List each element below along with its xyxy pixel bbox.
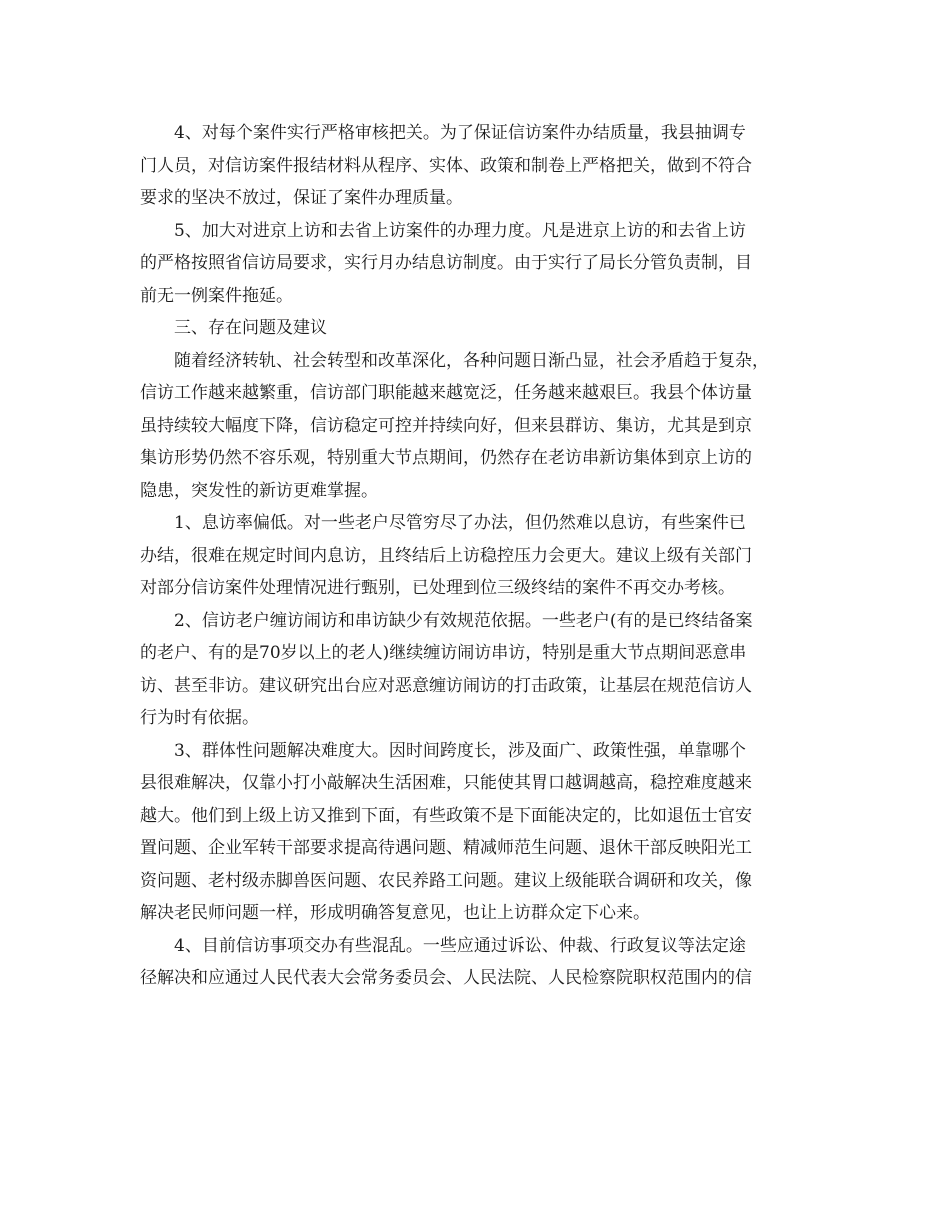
text-line: 信访工作越来越繁重，信访部门职能越来越宽泛，任务越来越艰巨。我县个体访量 xyxy=(140,383,752,403)
paragraph-start-line: 4、对每个案件实行严格审核把关。为了保证信访案件办结质量，我县抽调专 xyxy=(174,123,746,143)
paragraph-start-line: 三、存在问题及建议 xyxy=(174,318,327,338)
paragraph-start-line: 随着经济转轨、社会转型和改革深化，各种问题日渐凸显，社会矛盾趋于复杂， xyxy=(174,350,769,371)
paragraph-start-line: 3、群体性问题解决难度大。因时间跨度长，涉及面广、政策性强，单靠哪个 xyxy=(174,740,746,761)
paragraph-start-line: 2、信访老户缠访闹访和串访缺少有效规范依据。一些老户(有的是已终结备案 xyxy=(174,610,753,631)
text-line: 访、甚至非访。建议研究出台应对恶意缠访闹访的打击政策，让基层在规范信访人 xyxy=(140,675,752,696)
text-line: 虽持续较大幅度下降，信访稳定可控并持续向好，但来县群访、集访，尤其是到京 xyxy=(140,415,752,436)
text-line: 办结，很难在规定时间内息访，且终结后上访稳控压力会更大。建议上级有关部门 xyxy=(140,545,752,566)
paragraph-start-line: 4、目前信访事项交办有些混乱。一些应通过诉讼、仲裁、行政复议等法定途 xyxy=(174,935,746,956)
text-line: 要求的坚决不放过，保证了案件办理质量。 xyxy=(140,188,463,208)
text-line: 解决老民师问题一样，形成明确答复意见，也让上访群众定下心来。 xyxy=(140,903,650,923)
text-line: 隐患，突发性的新访更难掌握。 xyxy=(140,480,378,501)
text-line: 县很难解决，仅靠小打小敲解决生活困难，只能使其胃口越调越高，稳控难度越来 xyxy=(140,773,752,793)
text-line: 前无一例案件拖延。 xyxy=(140,285,293,306)
paragraph-start-line: 1、息访率偏低。对一些老户尽管穷尽了办法，但仍然难以息访，有些案件已 xyxy=(174,513,746,533)
paragraph-start-line: 5、加大对进京上访和去省上访案件的办理力度。凡是进京上访的和去省上访 xyxy=(174,220,746,241)
text-line: 置问题、企业军转干部要求提高待遇问题、精减师范生问题、退休干部反映阳光工 xyxy=(140,838,752,858)
text-line: 集访形势仍然不容乐观，特别重大节点期间，仍然存在老访串新访集体到京上访的 xyxy=(140,448,752,468)
text-line: 的老户、有的是70岁以上的老人)继续缠访闹访串访，特别是重大节点期间恶意串 xyxy=(140,643,747,663)
document-body xyxy=(140,117,820,995)
text-line: 越大。他们到上级上访又推到下面，有些政策不是下面能决定的，比如退伍士官安 xyxy=(140,805,752,826)
text-line: 径解决和应通过人民代表大会常务委员会、人民法院、人民检察院职权范围内的信 xyxy=(140,968,752,988)
text-line: 的严格按照省信访局要求，实行月办结息访制度。由于实行了局长分管负责制，目 xyxy=(140,253,752,273)
text-line: 资问题、老村级赤脚兽医问题、农民养路工问题。建议上级能联合调研和攻关，像 xyxy=(140,870,752,891)
text-line: 行为时有依据。 xyxy=(140,708,259,728)
text-line: 门人员，对信访案件报结材料从程序、实体、政策和制卷上严格把关，做到不符合 xyxy=(140,155,752,176)
text-line: 对部分信访案件处理情况进行甄别，已处理到位三级终结的案件不再交办考核。 xyxy=(140,578,735,598)
